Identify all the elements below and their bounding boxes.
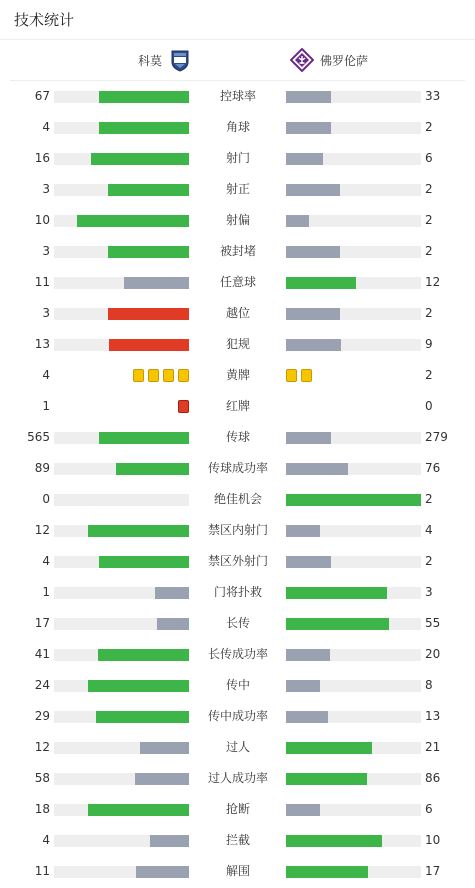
away-bar-track xyxy=(286,122,421,134)
away-bar-track xyxy=(286,184,421,196)
stat-row xyxy=(0,732,475,763)
stat-label: 过人 xyxy=(225,740,250,754)
home-value: 4 xyxy=(42,833,50,847)
stat-row xyxy=(0,794,475,825)
home-cards xyxy=(133,369,189,382)
stat-row xyxy=(0,577,475,608)
away-bar-fill xyxy=(286,184,340,196)
home-bar-track xyxy=(54,122,189,134)
home-bar-track xyxy=(54,246,189,258)
stat-row xyxy=(0,856,475,887)
home-value: 67 xyxy=(34,89,50,103)
stat-row xyxy=(0,422,475,453)
home-bar-track xyxy=(54,618,189,630)
home-value: 41 xyxy=(34,647,50,661)
home-bar-track xyxy=(54,680,189,692)
stats-list xyxy=(0,81,475,887)
away-value: 3 xyxy=(425,585,433,599)
stat-row xyxy=(0,453,475,484)
away-bar-fill xyxy=(286,618,389,630)
stat-label: 绝佳机会 xyxy=(213,492,262,506)
stat-label: 长传 xyxy=(225,616,250,630)
away-value: 8 xyxy=(425,678,433,692)
home-value: 12 xyxy=(34,740,50,754)
away-bar-fill xyxy=(286,215,309,227)
stat-row xyxy=(0,515,475,546)
away-value: 13 xyxy=(425,709,441,723)
home-bar-fill xyxy=(109,339,189,351)
home-bar-track xyxy=(54,587,189,599)
away-bar-fill xyxy=(286,494,421,506)
home-bar-track xyxy=(54,339,189,351)
home-bar-track xyxy=(54,215,189,227)
away-bar-track xyxy=(286,835,421,847)
away-value: 2 xyxy=(425,244,433,258)
stat-label: 解围 xyxy=(225,864,250,878)
home-value: 3 xyxy=(42,306,50,320)
stat-label: 门将扑救 xyxy=(213,585,262,599)
home-bar-track xyxy=(54,556,189,568)
away-value: 9 xyxy=(425,337,433,351)
home-bar-track xyxy=(54,463,189,475)
stat-row xyxy=(0,391,475,422)
stat-label: 被封堵 xyxy=(219,244,256,258)
away-value: 76 xyxy=(425,461,441,475)
stat-label: 射正 xyxy=(225,182,250,196)
away-bar-track xyxy=(286,804,421,816)
home-bar-track xyxy=(54,835,189,847)
away-bar-track xyxy=(286,680,421,692)
home-value: 3 xyxy=(42,244,50,258)
away-bar-track xyxy=(286,742,421,754)
home-value: 17 xyxy=(34,616,50,630)
stat-label: 射门 xyxy=(225,151,250,165)
stat-label: 抢断 xyxy=(225,802,250,816)
home-value: 24 xyxy=(34,678,50,692)
stat-label: 控球率 xyxy=(219,89,256,103)
home-bar-fill xyxy=(136,866,189,878)
home-value: 29 xyxy=(34,709,50,723)
stat-label: 犯规 xyxy=(225,337,250,351)
stat-label: 过人成功率 xyxy=(207,771,268,785)
home-bar-track xyxy=(54,432,189,444)
away-bar-fill xyxy=(286,153,323,165)
stat-label: 传中成功率 xyxy=(207,709,268,723)
stat-label: 传中 xyxy=(225,678,250,692)
away-bar-fill xyxy=(286,649,330,661)
away-bar-fill xyxy=(286,680,320,692)
stat-row xyxy=(0,360,475,391)
away-value: 10 xyxy=(425,833,441,847)
stat-row xyxy=(0,174,475,205)
red-card-icon xyxy=(178,400,189,413)
stat-label: 禁区内射门 xyxy=(207,523,268,537)
stat-row xyxy=(0,546,475,577)
stat-row xyxy=(0,81,475,112)
away-bar-fill xyxy=(286,122,331,134)
stat-row xyxy=(0,236,475,267)
away-value: 12 xyxy=(425,275,441,289)
stat-label: 射偏 xyxy=(225,213,250,227)
yellow-card-icon xyxy=(178,369,189,382)
away-bar-fill xyxy=(286,835,382,847)
stat-label: 传球 xyxy=(225,430,250,444)
away-bar-fill xyxy=(286,587,387,599)
away-value: 0 xyxy=(425,399,433,413)
home-bar-fill xyxy=(140,742,189,754)
section-header xyxy=(0,0,475,40)
home-bar-fill xyxy=(157,618,189,630)
stat-label: 拦截 xyxy=(225,833,250,847)
away-value: 6 xyxy=(425,151,433,165)
away-bar-fill xyxy=(286,308,340,320)
home-bar-fill xyxy=(88,525,189,537)
stat-row xyxy=(0,205,475,236)
away-bar-track xyxy=(286,215,421,227)
stat-row xyxy=(0,112,475,143)
home-value: 13 xyxy=(34,337,50,351)
away-bar-track xyxy=(286,91,421,103)
away-value: 33 xyxy=(425,89,441,103)
away-bar-fill xyxy=(286,525,320,537)
home-bar-track xyxy=(54,184,189,196)
home-bar-fill xyxy=(108,308,189,320)
home-value: 12 xyxy=(34,523,50,537)
fiorentina-crest-icon xyxy=(290,48,314,72)
home-bar-fill xyxy=(96,711,189,723)
away-bar-track xyxy=(286,339,421,351)
stat-label: 禁区外射门 xyxy=(207,554,268,568)
home-value: 4 xyxy=(42,120,50,134)
home-bar-fill xyxy=(99,556,189,568)
home-value: 0 xyxy=(42,492,50,506)
away-bar-track xyxy=(286,866,421,878)
home-bar-track xyxy=(54,773,189,785)
away-value: 6 xyxy=(425,802,433,816)
away-bar-track xyxy=(286,618,421,630)
home-value: 89 xyxy=(34,461,50,475)
away-value: 4 xyxy=(425,523,433,537)
stat-row xyxy=(0,701,475,732)
away-bar-fill xyxy=(286,804,320,816)
home-bar-fill xyxy=(108,246,189,258)
section-title: 技术统计 xyxy=(14,11,75,29)
home-bar-track xyxy=(54,711,189,723)
yellow-card-icon xyxy=(148,369,159,382)
como-crest-icon xyxy=(168,48,192,72)
away-bar-track xyxy=(286,153,421,165)
away-team[interactable] xyxy=(290,40,368,80)
away-bar-fill xyxy=(286,91,331,103)
home-bar-fill xyxy=(99,122,189,134)
yellow-card-icon xyxy=(286,369,297,382)
away-team-name: 佛罗伦萨 xyxy=(320,53,369,68)
stat-row xyxy=(0,825,475,856)
away-value: 86 xyxy=(425,771,441,785)
home-bar-fill xyxy=(91,153,189,165)
home-bar-fill xyxy=(135,773,189,785)
yellow-card-icon xyxy=(301,369,312,382)
away-value: 2 xyxy=(425,492,433,506)
away-value: 2 xyxy=(425,120,433,134)
home-value: 18 xyxy=(34,802,50,816)
home-bar-track xyxy=(54,308,189,320)
stat-row xyxy=(0,639,475,670)
home-bar-fill xyxy=(99,91,189,103)
home-bar-fill xyxy=(155,587,189,599)
home-value: 4 xyxy=(42,368,50,382)
home-value: 10 xyxy=(34,213,50,227)
away-cards xyxy=(286,369,312,382)
away-bar-fill xyxy=(286,866,368,878)
stat-label: 传球成功率 xyxy=(207,461,268,475)
stat-row xyxy=(0,143,475,174)
stat-row xyxy=(0,763,475,794)
home-bar-track xyxy=(54,494,189,506)
away-bar-track xyxy=(286,556,421,568)
stat-row xyxy=(0,484,475,515)
home-cards xyxy=(178,400,189,413)
away-bar-fill xyxy=(286,742,372,754)
teams-header xyxy=(10,40,465,81)
home-bar-track xyxy=(54,277,189,289)
away-bar-track xyxy=(286,711,421,723)
away-bar-track xyxy=(286,773,421,785)
home-bar-fill xyxy=(88,804,189,816)
home-value: 11 xyxy=(34,275,50,289)
stat-label: 任意球 xyxy=(219,275,256,289)
home-bar-track xyxy=(54,153,189,165)
away-bar-track xyxy=(286,277,421,289)
yellow-card-icon xyxy=(133,369,144,382)
home-value: 3 xyxy=(42,182,50,196)
home-bar-track xyxy=(54,742,189,754)
away-bar-fill xyxy=(286,773,367,785)
home-value: 58 xyxy=(34,771,50,785)
stat-row xyxy=(0,329,475,360)
away-value: 2 xyxy=(425,213,433,227)
away-bar-track xyxy=(286,525,421,537)
stat-row xyxy=(0,267,475,298)
yellow-card-icon xyxy=(163,369,174,382)
stat-label: 红牌 xyxy=(225,399,250,413)
home-bar-track xyxy=(54,649,189,661)
stat-label: 越位 xyxy=(225,306,250,320)
away-value: 2 xyxy=(425,306,433,320)
away-value: 55 xyxy=(425,616,441,630)
away-bar-track xyxy=(286,494,421,506)
away-value: 279 xyxy=(425,430,448,444)
away-value: 17 xyxy=(425,864,441,878)
away-bar-fill xyxy=(286,711,328,723)
stat-row xyxy=(0,608,475,639)
home-value: 11 xyxy=(34,864,50,878)
home-value: 16 xyxy=(34,151,50,165)
stat-label: 角球 xyxy=(225,120,250,134)
home-bar-fill xyxy=(150,835,189,847)
away-value: 2 xyxy=(425,554,433,568)
away-bar-fill xyxy=(286,339,341,351)
stat-label: 长传成功率 xyxy=(207,647,268,661)
home-bar-fill xyxy=(124,277,189,289)
home-bar-fill xyxy=(88,680,189,692)
stat-row xyxy=(0,298,475,329)
home-value: 4 xyxy=(42,554,50,568)
home-bar-fill xyxy=(116,463,189,475)
away-bar-track xyxy=(286,246,421,258)
away-bar-track xyxy=(286,432,421,444)
home-value: 565 xyxy=(27,430,50,444)
away-bar-fill xyxy=(286,556,331,568)
away-value: 21 xyxy=(425,740,441,754)
away-bar-track xyxy=(286,649,421,661)
away-bar-track xyxy=(286,308,421,320)
away-bar-fill xyxy=(286,463,348,475)
away-bar-track xyxy=(286,587,421,599)
away-bar-fill xyxy=(286,246,340,258)
home-bar-fill xyxy=(98,649,189,661)
stat-label: 黄牌 xyxy=(225,368,250,382)
home-value: 1 xyxy=(42,399,50,413)
home-team[interactable] xyxy=(138,40,192,80)
home-bar-fill xyxy=(108,184,189,196)
away-value: 20 xyxy=(425,647,441,661)
away-value: 2 xyxy=(425,368,433,382)
home-value: 1 xyxy=(42,585,50,599)
home-team-name: 科莫 xyxy=(138,53,163,68)
away-bar-track xyxy=(286,463,421,475)
away-value: 2 xyxy=(425,182,433,196)
home-bar-fill xyxy=(77,215,189,227)
stat-row xyxy=(0,670,475,701)
home-bar-track xyxy=(54,804,189,816)
away-bar-fill xyxy=(286,277,356,289)
home-bar-track xyxy=(54,91,189,103)
home-bar-track xyxy=(54,525,189,537)
home-bar-fill xyxy=(99,432,189,444)
home-bar-track xyxy=(54,866,189,878)
away-bar-fill xyxy=(286,432,331,444)
